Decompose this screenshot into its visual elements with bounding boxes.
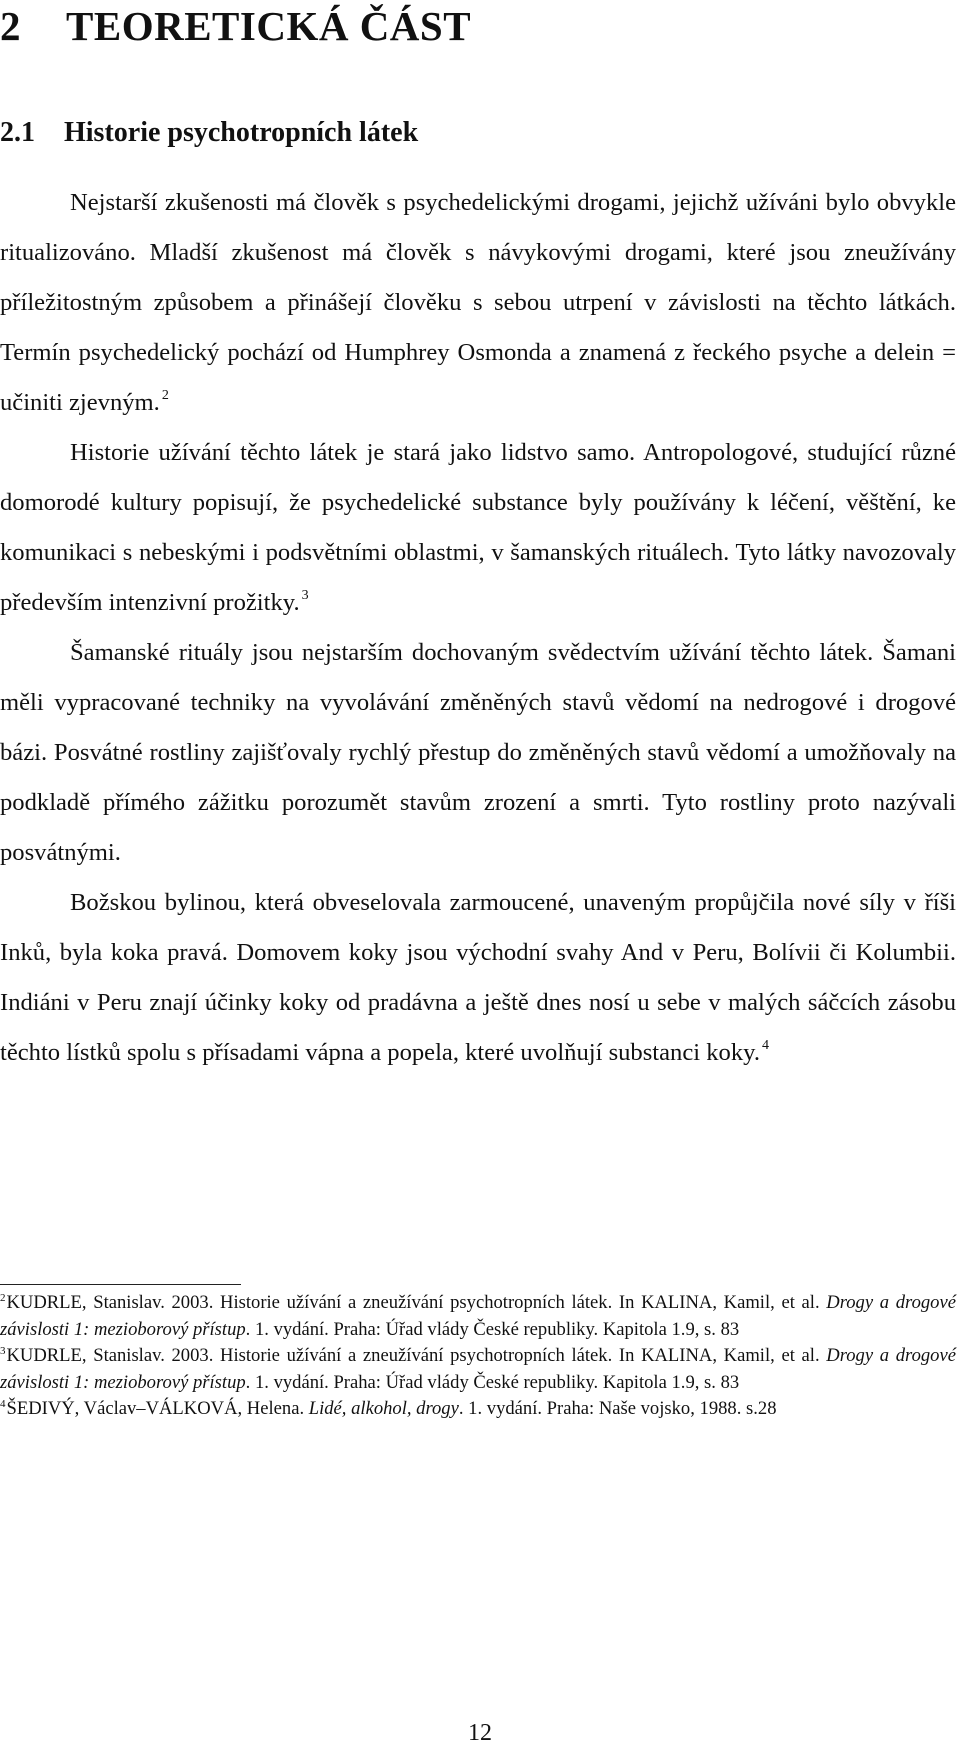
- footnote-text: . 1. vydání. Praha: Úřad vlády České republiky. Kapitola 1.9, s. 83: [245, 1371, 740, 1393]
- chapter-number: 2: [0, 3, 21, 49]
- paragraph-text: Šamanské rituály jsou nejstarším dochovaným svědectvím užívání těchto látek. Šamani měli vypracované techniky na vyvolávání změněných stavů vědomí na nedrogové i drogové bázi. Posvátné rostliny zajišťovaly rychlý přestup do změněných stavů vědomí a umožňovaly na podkladě přímého zážitku porozumět stavům zrození a smrti. Tyto rostliny proto nazývali posvátnými.: [0, 639, 956, 866]
- footnote-reference: 3: [301, 588, 309, 603]
- paragraph: [0, 878, 956, 1078]
- footnote: [0, 1290, 956, 1343]
- footnote-text: ŠEDIVÝ, Václav–VÁLKOVÁ, Helena.: [6, 1398, 309, 1419]
- page-number: 12: [468, 1720, 492, 1746]
- chapter-title: TEORETICKÁ ČÁST: [66, 3, 472, 49]
- footnote: [0, 1343, 956, 1396]
- paragraph: [0, 428, 956, 628]
- footnote-text: KUDRLE, Stanislav. 2003. Historie užívání a zneužívání psychotropních látek. In KALINA, Kamil, et al.: [6, 1345, 827, 1366]
- footnote-text: KUDRLE, Stanislav. 2003. Historie užívání a zneužívání psychotropních látek. In KALINA, Kamil, et al.: [6, 1292, 827, 1313]
- footnote-title: Drogy a drogové závislosti 1: mezioborový přístup: [0, 1292, 956, 1340]
- paragraph-text: Nejstarší zkušenosti má člověk s psychedelickými drogami, jejichž užíváni bylo obvykle ritualizováno. Mladší zkušenost má člověk s návykovými drogami, které jsou zneužívány příležitostným způsobem a přinášejí člověku s sebou utrpení v závislosti na těchto látkách. Termín psychedelický pochází od Humphrey Osmonda a znamená z řeckého psyche a delein = učiniti zjevným.: [0, 189, 956, 416]
- chapter-heading: [0, 0, 471, 52]
- section-title: Historie psychotropních látek: [64, 117, 419, 148]
- footnotes: [0, 1290, 956, 1423]
- footnote-mark: 4: [0, 1398, 6, 1410]
- paragraph: [0, 628, 956, 878]
- paragraph-text: Historie užívání těchto látek je stará jako lidstvo samo. Antropologové, studující různé domorodé kultury popisují, že psychedelické substance byly používány k léčení, věštění, ke komunikaci s nebeskými i podsvětními oblastmi, v šamanských rituálech. Tyto látky navozovaly především intenzivní prožitky.: [0, 439, 956, 616]
- footnote: [0, 1396, 956, 1423]
- footnote-title: Lidé, alkohol, drogy: [308, 1398, 459, 1419]
- paragraph-text: Božskou bylinou, která obveselovala zarmoucené, unaveným propůjčila nové síly v říši Inků, byla koka pravá. Domovem koky jsou východní svahy And v Peru, Bolívii či Kolumbii. Indiáni v Peru znají účinky koky od pradávna a ještě dnes nosí u sebe v malých sáčcích zásobu těchto lístků spolu s přísadami vápna a popela, které uvolňují substanci koky.: [0, 889, 956, 1066]
- footnote-text: . 1. vydání. Praha: Naše vojsko, 1988. s.28: [458, 1398, 777, 1419]
- section-number: 2.1: [0, 117, 35, 148]
- footnote-reference: 2: [161, 388, 169, 403]
- body-text: [0, 178, 956, 1078]
- paragraph: [0, 178, 956, 428]
- footnote-text: . 1. vydání. Praha: Úřad vlády České republiky. Kapitola 1.9, s. 83: [245, 1318, 740, 1340]
- footnote-reference: 4: [761, 1038, 769, 1053]
- footnote-title: Drogy a drogové závislosti 1: mezioborový přístup: [0, 1345, 956, 1393]
- footnote-separator: [0, 1284, 241, 1285]
- footnote-mark: 3: [0, 1345, 6, 1357]
- footnote-mark: 2: [0, 1292, 6, 1304]
- section-heading: [0, 113, 418, 153]
